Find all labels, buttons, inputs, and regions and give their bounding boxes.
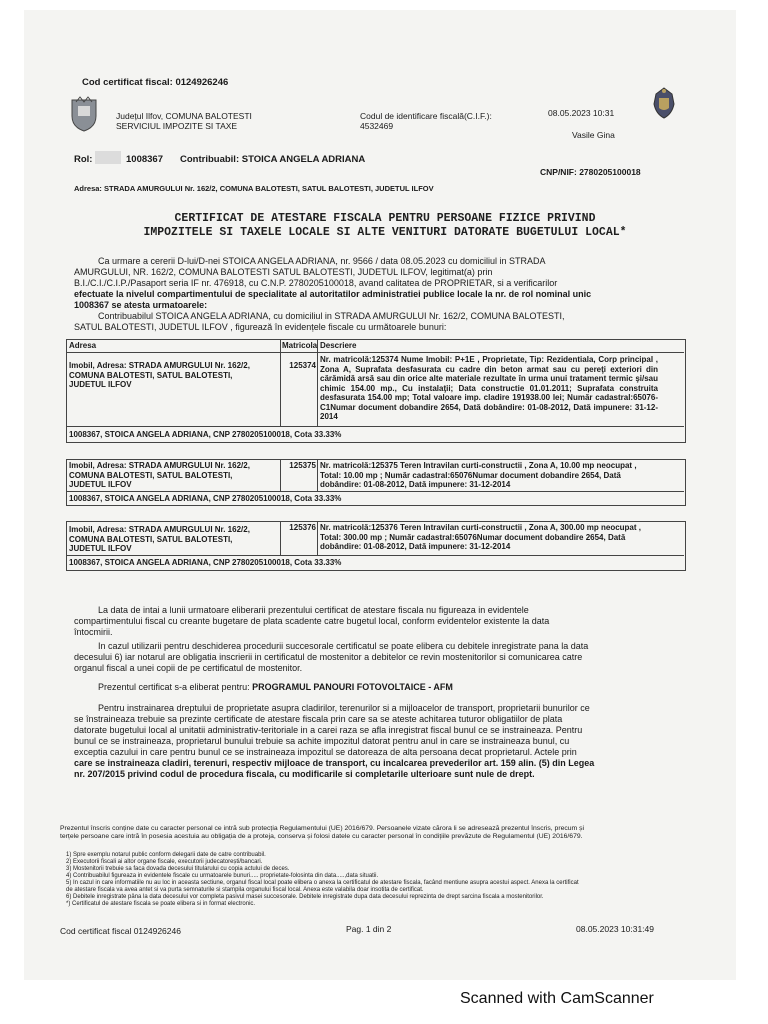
- row-descriere: Nr. matricolă:125376 Teren Intravilan curti-constructii , Zona A, 300.00 mp neocupat , Total: 300.00 mp ; Număr cadastral:65076Numar document dobandire 2654, Dată dobândire: 01-08-2012, Dată impunere: 31-12-2014: [320, 523, 641, 551]
- para2-line: decesului 6) iar notarul are obligatia inscrierii in certificatul de mostenitor a debitelor ce revin mostenitorilor si comunicarea catre: [74, 652, 583, 662]
- intro-line: Ca urmare a cererii D-lui/D-nei STOICA ANGELA ADRIANA, nr. 9566 / data 08.05.2023 cu domiciliul in STRADA: [98, 256, 546, 266]
- no-debts-paragraph: [74, 605, 686, 638]
- footnote: de atestare fiscala va avea antet si va purta semnaturile si stampila organului fiscal local. Anexa este valabila doar insotita de certificat.: [66, 887, 424, 893]
- row-owner: 1008367, STOICA ANGELA ADRIANA, CNP 2780205100018, Cota 33.33%: [69, 558, 342, 567]
- header-matricola: Matricola: [282, 341, 318, 350]
- para3-line: care se instraineaza cladiri, terenuri, respectiv mijloace de transport, cu incalcarea prevederilor art. 159 alin. (5) din Legea: [74, 758, 595, 768]
- header-adresa: Adresa: [69, 341, 97, 350]
- footnote: 3) Mostenitorii trebuie sa faca dovada decesului titularului cu copia actului de deces.: [66, 866, 290, 872]
- gdpr-line: terțele persoane care intră în posesia acestuia au obligația de a proteja, conserva și folosi datele cu caracter personal în condițiile prevăzute de Regulamentul (UE) 2016/679.: [60, 833, 583, 840]
- cif-value: 4532469: [360, 121, 394, 131]
- footnote: 4) Contribuabilul figureaza in evidentele fiscale cu urmatoarele bunuri..... proprietate-folosinta din data.....,data situatii.: [66, 873, 379, 879]
- row-matricola: 125376: [289, 523, 316, 532]
- table-rule: [66, 491, 684, 492]
- para3-line: nr. 207/2015 privind codul de procedura fiscala, cu modificarile si completarile ulterioare sunt nule de drept.: [74, 769, 535, 779]
- para3-line: datorate bugetului local al unitatii administrativ-teritoriale in a carei raza se afla inregistrat fiscal bunul ce se instraineaza. Pentru: [74, 725, 583, 735]
- para3-line: Pentru instrainarea dreptului de proprietate asupra cladirilor, terenurilor si a mijloacelor de transport, proprietarii bunurilor ce: [98, 703, 590, 713]
- para2-line: In cazul utilizarii pentru deschiderea procedurii succesorale certificatul se poate elibera cu debitele inregistrate pana la data: [98, 641, 589, 651]
- rol-number: 1008367: [126, 154, 163, 165]
- contribuabil-address: Adresa: STRADA AMURGULUI Nr. 162/2, COMUNA BALOTESTI, SATUL BALOTESTI, JUDETUL ILFOV: [74, 184, 434, 193]
- footer-datetime: 08.05.2023 10:31:49: [576, 924, 654, 934]
- intro-line: B.I./C.I./C.I.P./Pasaport seria IF nr. 476918, cu C.N.P. 2780205100018, avand calitatea de PROPRIETAR, si a verificarilor: [74, 278, 558, 288]
- table-rule: [66, 555, 684, 556]
- table-vsep: [317, 521, 318, 555]
- footnote: 2) Executorii fiscali ai altor organe fiscale, executorii judecatorești/bancari.: [66, 859, 263, 865]
- rol-label: Rol:: [74, 154, 93, 165]
- footnote: 1) Spre exemplu notarul public conform delegarii date de catre contribuabil.: [66, 852, 266, 858]
- title-line-1: CERTIFICAT DE ATESTARE FISCALA PENTRU PERSOANE FIZICE PRIVIND: [174, 212, 596, 225]
- alienation-paragraph: [74, 703, 686, 780]
- footnotes: [66, 852, 579, 908]
- footer-page-number: Pag. 1 din 2: [346, 924, 392, 934]
- scanner-watermark: Scanned with CamScanner: [460, 990, 654, 1007]
- cif-label: Codul de identificare fiscală(C.I.F.):: [360, 111, 492, 121]
- cnp-nif: CNP/NIF: 2780205100018: [540, 167, 641, 177]
- para1-line: întocmirii.: [74, 627, 113, 637]
- row-owner: 1008367, STOICA ANGELA ADRIANA, CNP 2780205100018, Cota 33.33%: [69, 494, 342, 503]
- gdpr-notice: [60, 825, 584, 841]
- footer-certificate-code: Cod certificat fiscal 0124926246: [60, 926, 181, 936]
- para3-line: se înstraineaza trebuie sa prezinte certificate de atestare fiscala prin care sa se ateste achitarea tuturor obligatiilor de plata: [74, 714, 563, 724]
- contribuabil-name: Contribuabil: STOICA ANGELA ADRIANA: [180, 154, 366, 165]
- table-vsep: [317, 459, 318, 491]
- table-vsep: [317, 339, 318, 427]
- row-descriere: Nr. matricolă:125374 Nume Imobil: P+1E , Proprietate, Tip: Rezidentiala, Corp principal , Zona A, Suprafata desfasurata cu cadre din beton armat sau cu pereţi exteriori din cărămidă arsă sau din orice alte materiale rezultate în urma unui tratament termic şi/sau chimic 154.00 mp., Cu instalaţii; Data constructie 01.01.2011; Suprafata construita desfasurata 154.00 mp; Total valoare imp. cladire 191938.00 lei; Număr cadastral:65076-C1Numar document dobandire 2654, Dată dobândire: 01-08-2012, Dată impunere: 31-12-2014: [320, 355, 658, 421]
- succession-paragraph: [74, 641, 686, 674]
- purpose-label: Prezentul certificat s-a eliberat pentru:: [98, 682, 250, 692]
- table-vsep: [280, 459, 281, 491]
- table-vsep: [280, 339, 281, 427]
- redacted-box: [95, 151, 121, 164]
- para3-line: bunul ce se instraineaza, proprietarul bunului trebuie sa achite impozitul datorat pentru anul in care se instraineaza bunul, cu: [74, 736, 570, 746]
- footnote: 5) In cazul in care informatiile nu au loc in aceasta sectiune, organul fiscal local poate elibera o anexa la certificatul de atestare fiscala, facând mentiune asupra acestui aspect. Anexa la certificat: [66, 880, 579, 886]
- institution-line-2: SERVICIUL IMPOZITE SI TAXE: [116, 121, 238, 131]
- intro-paragraph-2: [74, 311, 686, 333]
- issue-datetime: 08.05.2023 10:31: [548, 108, 615, 118]
- intro2-line: SATUL BALOTESTI, JUDETUL ILFOV , figurează în evidențele fiscale cu următoarele bunuri:: [74, 322, 447, 332]
- purpose-value: PROGRAMUL PANOURI FOTOVOLTAICE - AFM: [252, 682, 453, 692]
- intro-line: AMURGULUI, NR. 162/2, COMUNA BALOTESTI SATUL BALOTESTI, JUDETUL ILFOV, legitimat(a) prin: [74, 267, 493, 277]
- certificate-code: Cod certificat fiscal: 0124926246: [82, 77, 229, 88]
- para1-line: compartimentului fiscal cu creante bugetare de plata scadente catre bugetul local, conform evidentelor existente la data: [74, 616, 550, 626]
- para2-line: organul fiscal a unei copii de pe certificatul de mostenitor.: [74, 663, 303, 673]
- table-rule: [66, 352, 684, 353]
- intro2-line: Contribuabilul STOICA ANGELA ADRIANA, cu domiciliul in STRADA AMURGULUI Nr. 162/2, COMUNA BALOTESTI,: [98, 311, 565, 321]
- operator-name: Vasile Gina: [572, 130, 615, 140]
- intro-line: 1008367 se atesta urmatoarele:: [74, 300, 208, 310]
- row-owner: 1008367, STOICA ANGELA ADRIANA, CNP 2780205100018, Cota 33.33%: [69, 430, 342, 439]
- footnote: 6) Debitele inregistrate pâna la data decesului vor completa pasivul masei succesorale. Debitele inregistrate dupa data decesului reprezinta de drept sarcina fiscala a mostenitorilor.: [66, 894, 544, 900]
- document-title: [70, 212, 700, 240]
- table-rule: [66, 426, 684, 427]
- header-descriere: Descriere: [320, 341, 357, 350]
- row-adresa: Imobil, Adresa: STRADA AMURGULUI Nr. 162/2, COMUNA BALOTESTI, SATUL BALOTESTI, JUDETUL ILFOV: [69, 525, 250, 553]
- intro-line: efectuate la nivelul compartimentului de specialitate al autoritatilor administratiei publice locale la nr. de rol nominal unic: [74, 289, 592, 299]
- row-matricola: 125374: [289, 361, 316, 370]
- row-matricola: 125375: [289, 461, 316, 470]
- county-crest-icon: [70, 96, 98, 132]
- table-vsep: [280, 521, 281, 555]
- para1-line: La data de intai a lunii urmatoare eliberarii prezentului certificat de atestare fiscala nu figureaza in evidentele: [98, 605, 529, 615]
- row-adresa: Imobil, Adresa: STRADA AMURGULUI Nr. 162/2, COMUNA BALOTESTI, SATUL BALOTESTI, JUDETUL ILFOV: [69, 361, 250, 389]
- coat-of-arms-icon: [652, 86, 676, 120]
- institution-line-1: Județul Ilfov, COMUNA BALOTESTI: [116, 111, 252, 121]
- footnote: *) Certificatul de atestare fiscala se poate elibera si in format electronic.: [66, 901, 256, 907]
- purpose-line: [98, 682, 453, 692]
- row-adresa: Imobil, Adresa: STRADA AMURGULUI Nr. 162/2, COMUNA BALOTESTI, SATUL BALOTESTI, JUDETUL ILFOV: [69, 461, 250, 489]
- row-descriere: Nr. matricolă:125375 Teren Intravilan curti-constructii , Zona A, 10.00 mp neocupat , Total: 10.00 mp ; Număr cadastral:65076Numar document dobandire 2654, Dată dobândire: 01-08-2012, Dată impunere: 31-12-2014: [320, 461, 637, 489]
- intro-paragraph: [74, 256, 686, 311]
- gdpr-line: Prezentul înscris conține date cu caracter personal ce intră sub protecția Regulamentului (UE) 2016/679. Persoanele vizate cărora li se adresează prezentul înscris, precum și: [60, 825, 585, 832]
- para3-line: exceptia cazului in care pentru bunul ce se instraineaza impozitul se datoreaza de alta persoana decat proprietarul. Actele prin: [74, 747, 577, 757]
- title-line-2: IMPOZITELE SI TAXELE LOCALE SI ALTE VENITURI DATORATE BUGETULUI LOCAL*: [143, 226, 627, 239]
